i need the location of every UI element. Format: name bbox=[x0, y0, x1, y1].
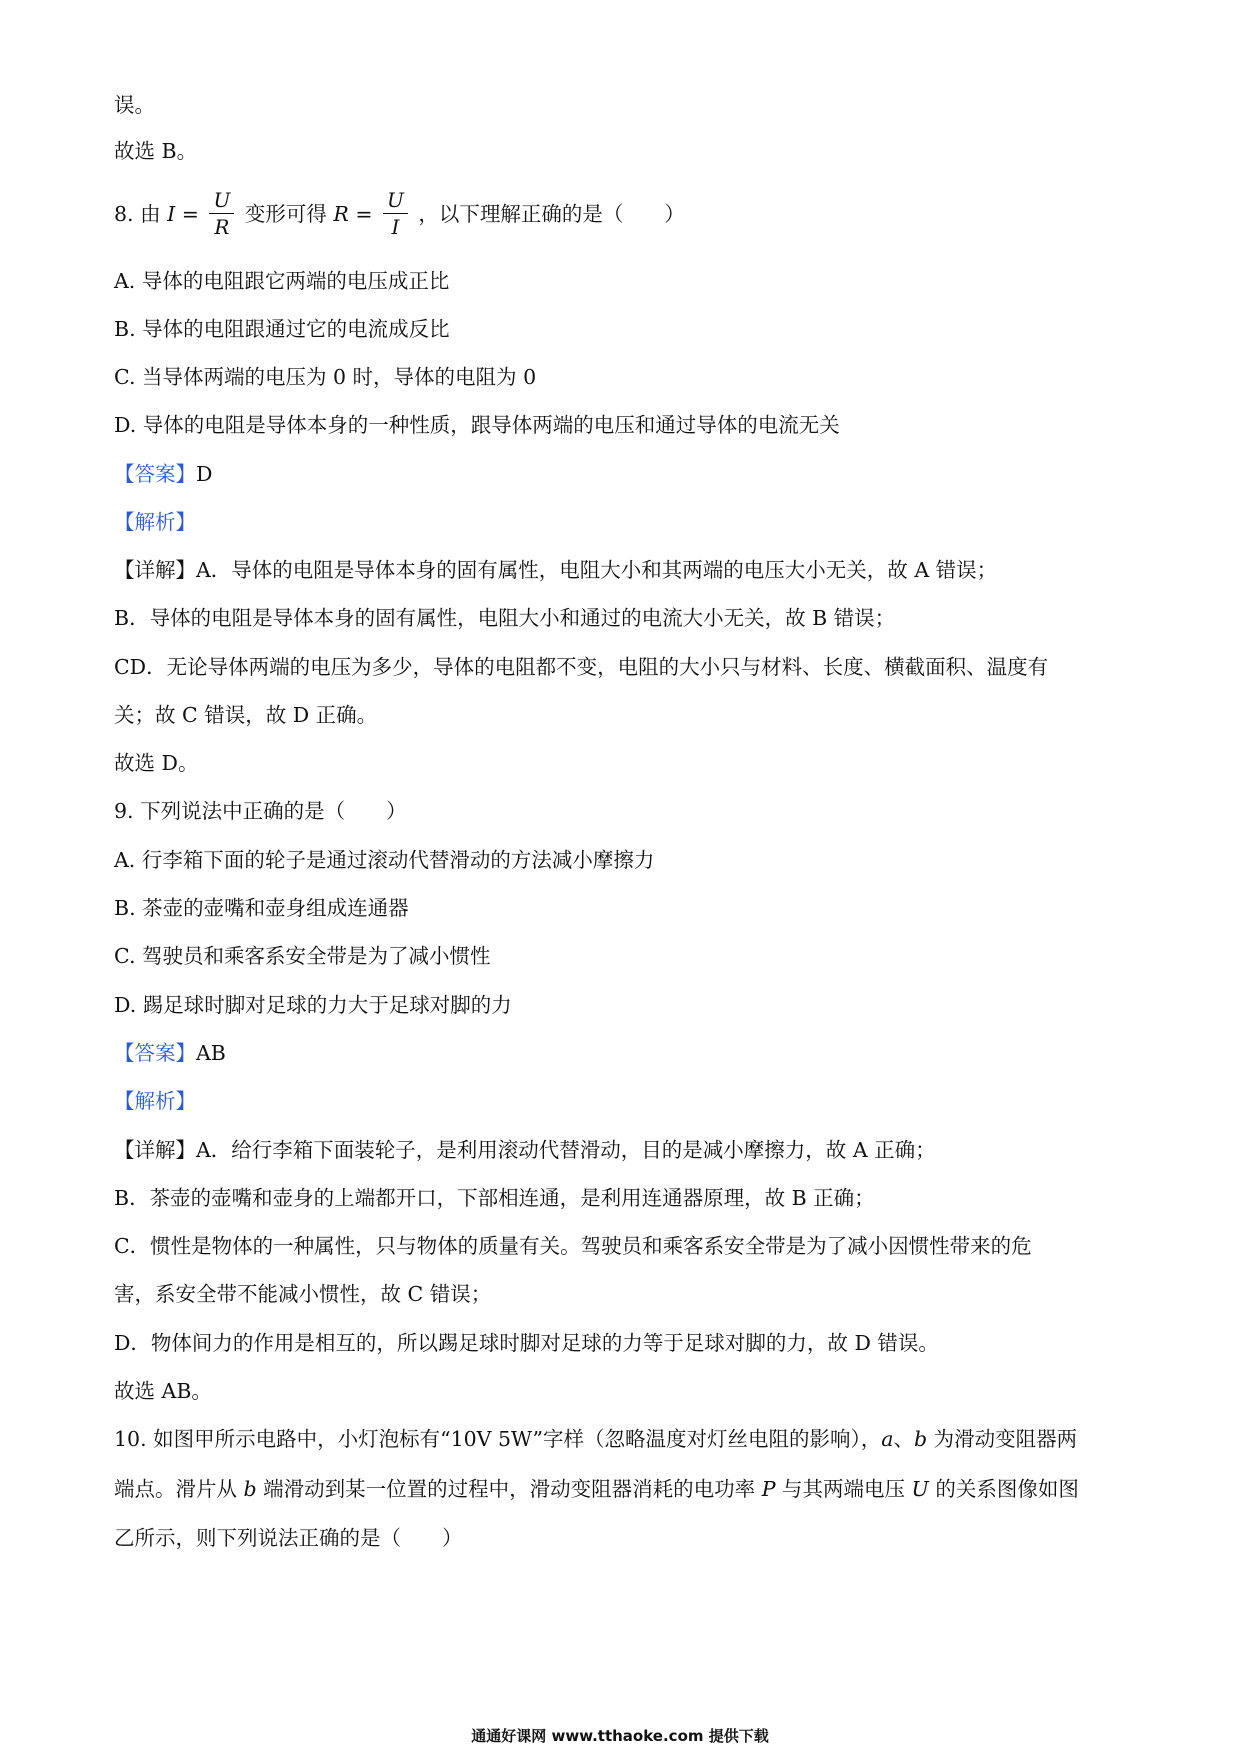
analysis-label: 【解析】 bbox=[114, 510, 196, 534]
fraction-u-over-r: $\frac{U}{R}$ bbox=[209, 190, 234, 237]
analysis-label: 【解析】 bbox=[114, 1089, 196, 1113]
detail-line: D．物体间力的作用是相互的，所以踢足球时脚对足球的力等于足球对脚的力，故 D 错误。 bbox=[114, 1331, 939, 1355]
detail-line: CD．无论导体两端的电压为多少，导体的电阻都不变，电阻的大小只与材料、长度、横截面积、温度有 bbox=[114, 655, 1049, 679]
question-10-stem-cont: 乙所示，则下列说法正确的是（ ） bbox=[114, 1526, 463, 1550]
choose-line: 故选 D。 bbox=[114, 751, 199, 775]
detail-line: C．惯性是物体的一种属性，只与物体的质量有关。驾驶员和乘客系安全带是为了减小因惯性带来的危 bbox=[114, 1234, 1032, 1258]
choose-line: 故选 AB。 bbox=[114, 1379, 212, 1403]
fraction-u-over-i: $\frac{U}{I}$ bbox=[383, 190, 408, 237]
option-c: C. 当导体两端的电压为 0 时，导体的电阻为 0 bbox=[114, 365, 537, 389]
detail-line: B．导体的电阻是导体本身的固有属性，电阻大小和通过的电流大小无关，故 B 错误； bbox=[114, 606, 896, 630]
page-footer: 通通好课网 www.tthaoke.com 提供下载 bbox=[471, 1727, 769, 1745]
option-b: B. 导体的电阻跟通过它的电流成反比 bbox=[114, 317, 450, 341]
question-10-stem: 10. 如图甲所示电路中，小灯泡标有“10V 5W”字样（忽略温度对灯丝电阻的影响），a、b 为滑动变阻器两 bbox=[114, 1427, 1078, 1451]
answer-line: 【答案】AB bbox=[114, 1041, 226, 1065]
detail-line: B．茶壶的壶嘴和壶身的上端都开口，下部相连通，是利用连通器原理，故 B 正确； bbox=[114, 1186, 875, 1210]
question-10-stem-cont: 端点。滑片从 b 端滑动到某一位置的过程中，滑动变阻器消耗的电功率 P 与其两端电压 U 的关系图像如图 bbox=[114, 1477, 1079, 1501]
text-line: 故选 B。 bbox=[114, 139, 198, 163]
detail-line: 【详解】A．导体的电阻是导体本身的固有属性，电阻大小和其两端的电压大小无关，故 A 错误； bbox=[114, 558, 998, 582]
detail-line: 【详解】A．给行李箱下面装轮子，是利用滚动代替滑动，目的是减小摩擦力，故 A 正确； bbox=[114, 1138, 936, 1162]
option-d: D. 导体的电阻是导体本身的一种性质，跟导体两端的电压和通过导体的电流无关 bbox=[114, 413, 840, 437]
option-d: D. 踢足球时脚对足球的力大于足球对脚的力 bbox=[114, 993, 512, 1017]
detail-line: 关；故 C 错误，故 D 正确。 bbox=[114, 703, 378, 727]
option-b: B. 茶壶的壶嘴和壶身组成连通器 bbox=[114, 896, 409, 920]
detail-line: 害，系安全带不能减小惯性，故 C 错误； bbox=[114, 1282, 492, 1306]
option-a: A. 导体的电阻跟它两端的电压成正比 bbox=[114, 269, 450, 293]
option-c: C. 驾驶员和乘客系安全带是为了减小惯性 bbox=[114, 944, 491, 968]
question-8-stem: 8. 由 I = $\frac{U}{R}$ 变形可得 R = $\frac{U}{I}$ ，以下理解正确的是（ ） bbox=[114, 188, 685, 239]
option-a: A. 行李箱下面的轮子是通过滚动代替滑动的方法减小摩擦力 bbox=[114, 848, 655, 872]
question-9-stem: 9. 下列说法中正确的是（ ） bbox=[114, 799, 407, 823]
text-line: 误。 bbox=[114, 93, 155, 117]
answer-line: 【答案】D bbox=[114, 462, 213, 486]
